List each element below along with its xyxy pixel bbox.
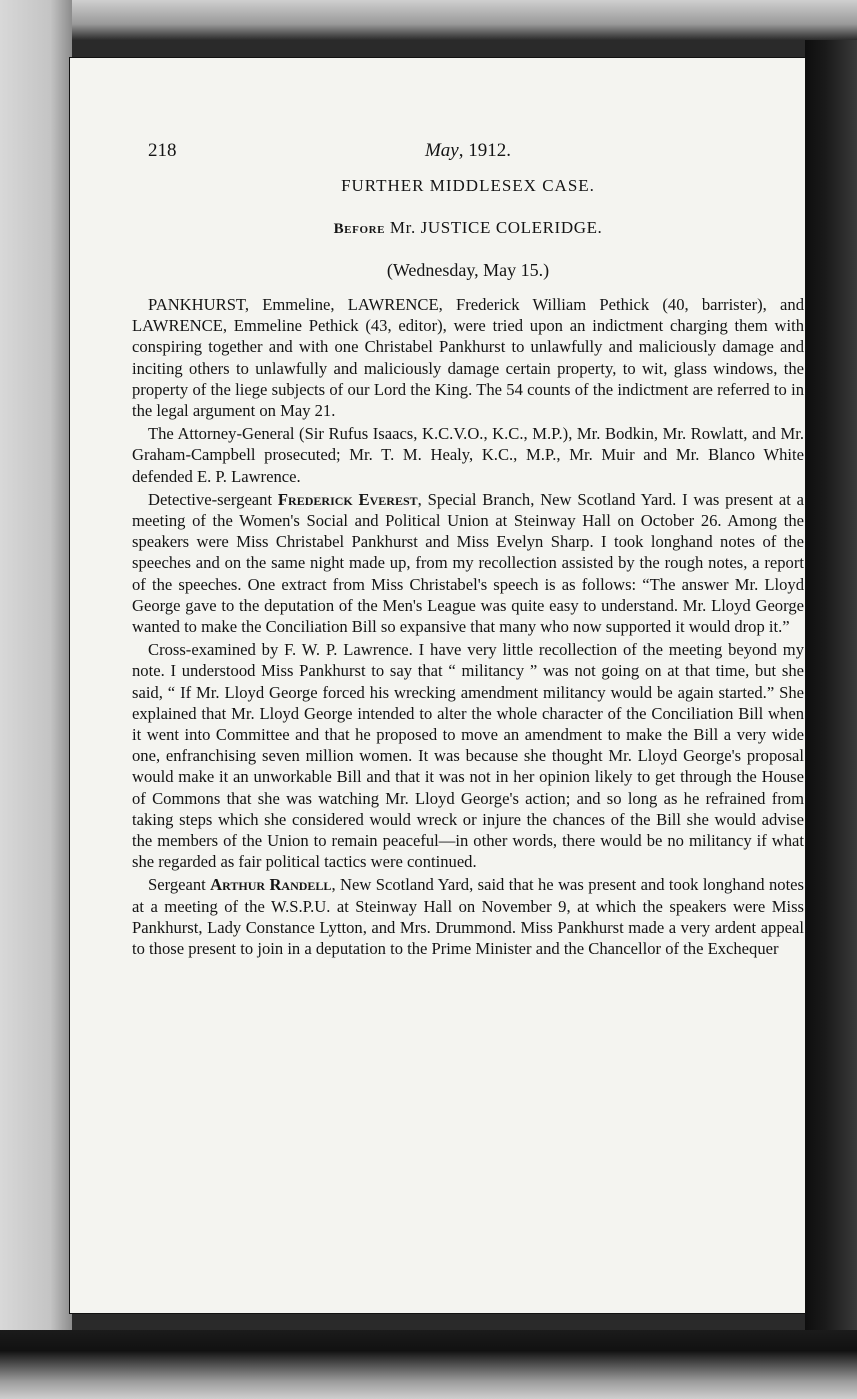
scan-top-edge <box>0 0 857 40</box>
paragraph-counsel: The Attorney-General (Sir Rufus Isaacs, K.C.V.O., K.C., M.P.), Mr. Bodkin, Mr. Rowlatt, and Mr. Graham-Campbell prosecuted; Mr. T. M. Healy, K.C., M.P., Mr. Muir and Mr. Blanco White defended E. P. Lawrence. <box>132 424 804 486</box>
running-header <box>132 140 804 164</box>
judge-name: Mr. JUSTICE COLERIDGE. <box>385 218 603 237</box>
paragraph-everest-pre: Detective-sergeant <box>148 489 278 509</box>
running-head-month: May <box>424 140 459 161</box>
paragraph-randell-post: , New Scotland Yard, said that he was present and took longhand notes at a meeting of the W.S.P.U. at Steinway Hall on November 9, at which the speakers were Miss Pankhurst, Lady Constance Lytton, and Mrs. Drummond. Miss Pankhurst made a very ardent appeal to those present to join in a deputation to the Prime Minister and the Chancellor of the Exchequer <box>132 875 805 959</box>
paragraph-everest-evidence <box>132 489 804 637</box>
scan-left-edge <box>0 0 72 1399</box>
hearing-date: (Wednesday, May 15.) <box>386 260 550 280</box>
running-head-date <box>132 140 804 162</box>
case-title: FURTHER MIDDLESEX CASE. <box>341 176 595 195</box>
body-text <box>132 294 804 959</box>
scan-bottom-edge <box>0 1330 857 1399</box>
scan-right-edge <box>805 40 857 1340</box>
paragraph-cross-examination: Cross-examined by F. W. P. Lawrence. I have very little recollection of the meeting beyond my note. I understood Miss Pankhurst to say that “ militancy ” was not going on at that time, but she said, “ If Mr. Lloyd George forced his wrecking amendment militancy would be again started.” She explained that Mr. Lloyd George intended to alter the whole character of the Conciliation Bill when it went into Committee and that he proposed to move an amendment to make the Bill a very wide one, enfranchising seven million women. It was because she thought Mr. Lloyd George's proposal would make it an unworkable Bill and that it was not in her opinion likely to get through the House of Commons that she was watching Mr. Lloyd George's action; and so long as he refrained from taking steps which she considered would wreck or injure the chances of the Bill she would advise the members of the Union to remain peaceful—in other words, there would be no militancy if what she regarded as fair political tactics were continued. <box>132 640 804 872</box>
paragraph-randell-pre: Sergeant <box>148 875 211 895</box>
paragraph-everest-post: , Special Branch, New Scotland Yard. I was present at a meeting of the Women's Social and Political Union at Steinway Hall on October 26. Among the speakers were Miss Christabel Pankhurst and Miss Evelyn Sharp. I took longhand notes of the speeches and on the same night made up, from my recollection assisted by the rough notes, a report of the speeches. One extract from Miss Christabel's speech is as follows: “The answer Mr. Lloyd George gave to the deputation of the Men's League was quite easy to understand. Mr. Lloyd George wanted to make the Conciliation Bill so expansive that many who now supported it would drop it.” <box>132 489 805 637</box>
running-head-year: , 1912. <box>458 140 511 161</box>
book-page <box>70 58 805 1313</box>
witness-name-everest: Frederick Everest <box>277 489 418 509</box>
witness-name-randell: Arthur Randell <box>210 875 332 895</box>
before-judge-line <box>132 218 804 238</box>
before-prefix: Before <box>333 221 386 237</box>
paragraph-indictment: PANKHURST, Emmeline, LAWRENCE, Frederick William Pethick (40, barrister), and LAWRENCE, Emmeline Pethick (43, editor), were tried upon an indictment charging them with conspiring together and with one Christabel Pankhurst to unlawfully and maliciously damage and inciting others to unlawfully and maliciously damage certain property, to wit, glass windows, the property of the liege subjects of our Lord the King. The 54 counts of the indictment are referred to in the legal argument on May 21. <box>132 295 804 421</box>
page-number: 218 <box>148 140 177 161</box>
paragraph-randell-evidence <box>132 874 804 959</box>
